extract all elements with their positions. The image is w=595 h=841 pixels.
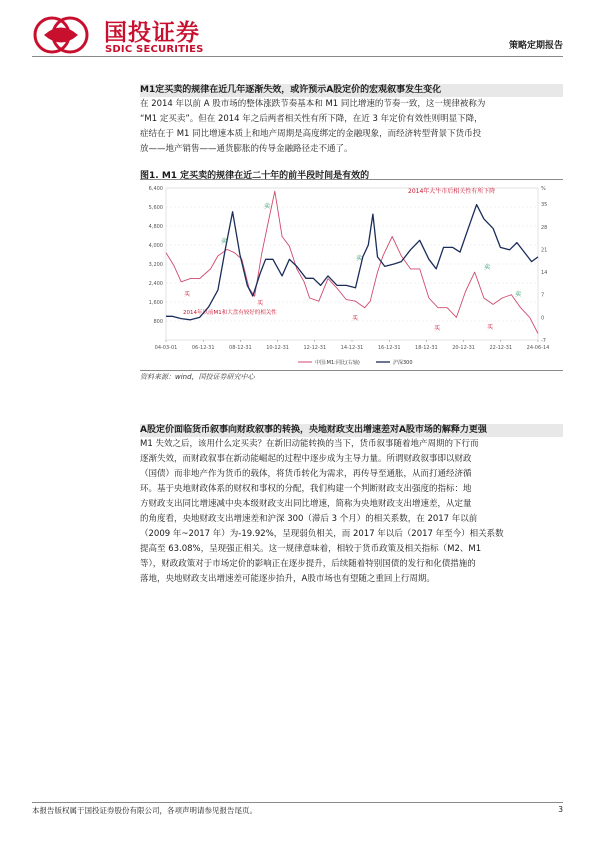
left-axis-tick-label: 800 [153, 319, 163, 325]
x-axis-tick-label: 08-12-31 [229, 345, 252, 351]
section2-line: 落地，央地财政支出增速差可能逐步抬升，A股市场也有望随之重回上行周期。 [140, 574, 435, 584]
sell-marker: 卖 [221, 238, 228, 245]
figure-bottom-rule [140, 370, 563, 371]
left-axis-tick-label: 4,800 [148, 224, 163, 230]
figure-source: 资料来源：wind，国投证券研究中心 [140, 373, 255, 381]
section1-heading: M1定买卖的规律在近几年逐渐失效，或许预示A股定价的宏观叙事发生变化 [140, 84, 563, 97]
left-axis-tick-label: 3,200 [148, 262, 163, 268]
sell-marker: 卖 [356, 255, 363, 262]
right-axis-tick-label: 21 [541, 247, 548, 254]
buy-marker: 买 [487, 324, 494, 331]
x-axis-tick-label: 18-12-31 [415, 345, 438, 351]
figure-title: 图1. M1 定买卖的规律在近二十年的前半段时间是有效的 [140, 171, 370, 181]
right-axis-tick-label: 35 [541, 202, 548, 209]
buy-marker: 买 [257, 300, 264, 307]
x-axis-tick-label: 10-12-31 [266, 345, 289, 351]
csi300-line [166, 205, 538, 320]
left-axis-tick-label: 2,400 [148, 281, 163, 287]
company-logo [32, 12, 222, 62]
section2-heading: A股定价面临货币叙事向财政叙事的转换，央地财政支出增速差对A股市场的解释力更强 [140, 424, 563, 437]
annotation-pre-2014: 2014年以前M1和大盘有较好的相关性 [183, 310, 277, 316]
section1-line: “M1 定买卖”。但在 2014 年之后两者相关性有所下降，在近 3 年定价有效性则明显下降， [140, 114, 483, 124]
left-axis-tick-label: 1,600 [148, 300, 163, 306]
left-axis-tick-label: 4,000 [148, 243, 163, 249]
footer-divider [32, 802, 563, 803]
logo-text-en: SDIC SECURITIES [105, 44, 204, 55]
section2-line: 等），财政政策对于市场定价的影响正在逐步提升，后续随着特别国债的发行和化债措施的 [140, 559, 476, 569]
x-axis-tick-label: 24-06-14 [526, 345, 550, 351]
sell-marker: 卖 [515, 291, 522, 298]
logo-text-cn: 国投证券 [104, 20, 200, 46]
buy-marker: 买 [434, 325, 441, 332]
section2-line: 方财政支出同比增速减中央本级财政支出同比增速，简称为央地财政支出增速差，从定量 [140, 499, 472, 509]
section1-paragraph [140, 97, 563, 157]
x-axis-tick-label: 06-12-31 [191, 345, 215, 351]
section2-line: 提高至 63.08%，呈现强正相关。这一规律意味着，相较于货币政策及相关指标（M2、M1 [140, 544, 482, 554]
left-axis-tick-label: 6,400 [148, 186, 163, 192]
x-axis-tick-label: 04-03-01 [154, 345, 178, 351]
section1-line: 在 2014 年以前 A 股市场的整体涨跌节奏基本和 M1 同比增速的节奏一致，这一规律被称为 [140, 99, 486, 109]
legend-label-m1: 中国:M1:同比(右轴) [315, 360, 360, 366]
section2-line: 的角度看，央地财政支出增速差和沪深 300（滞后 3 个月）的相关系数，在 2017 年以前 [140, 514, 478, 524]
section2-line: 环。基于央地财政体系的财权和事权的分配，我们构建一个判断财政支出强度的指标：地 [140, 484, 472, 494]
m1-vs-csi300-chart [140, 180, 563, 370]
right-axis-tick-label: 28 [541, 224, 548, 231]
sell-marker: 卖 [264, 203, 271, 210]
sell-marker: 卖 [484, 264, 491, 271]
buy-marker: 买 [352, 315, 359, 322]
section2-line: （国债）而非地产作为货币的载体，将货币转化为需求，再传导至通胀，从而打通经济循 [140, 469, 472, 479]
section1-line: 放——地产销售——通货膨胀的传导金融路径走不通了。 [140, 144, 353, 154]
logo-mark-icon [32, 12, 98, 58]
right-axis-tick-label: 14 [541, 270, 548, 277]
right-axis-unit: % [541, 186, 546, 192]
section2-line: M1 失效之后，该用什么定买卖？在新旧动能转换的当下，货币叙事随着地产周期的下行而 [140, 439, 479, 449]
x-axis-tick-label: 20-12-31 [452, 345, 475, 351]
right-axis-tick-label: 7 [541, 292, 545, 299]
section2-line: （2009 年~2017 年）为-19.92%，呈现弱负相关，而 2017 年以后（2017 年至今）相关系数 [140, 529, 504, 539]
section1-line: 症结在于 M1 同比增速本质上和地产周期是高度绑定的金融现象，而经济转型背景下货币投 [140, 129, 482, 139]
header-divider [32, 56, 563, 57]
footer-disclaimer: 本报告版权属于国投证券股份有限公司，各项声明请参见报告尾页。 [32, 806, 257, 815]
right-axis-tick-label: -7 [541, 338, 546, 344]
x-axis-tick-label: 12-12-31 [303, 345, 327, 351]
x-axis-tick-label: 22-12-31 [489, 345, 513, 351]
section2-paragraph [140, 437, 563, 587]
left-axis-tick-label: 5,600 [148, 205, 163, 211]
section2-line: 逐渐失效，而财政叙事在新动能崛起的过程中逐步成为主导力量。所谓财政叙事即以财政 [140, 454, 472, 464]
page-number: 3 [558, 805, 563, 814]
right-axis-tick-label: 0 [541, 315, 545, 322]
x-axis-tick-label: 14-12-31 [340, 345, 364, 351]
report-type-label: 策略定期报告 [508, 41, 563, 51]
legend-label-csi300: 沪深300 [393, 360, 413, 366]
annotation-post-2014: 2014年大牛市后相关性有所下降 [408, 188, 496, 195]
buy-marker: 买 [184, 291, 191, 298]
x-axis-tick-label: 16-12-31 [377, 345, 401, 351]
